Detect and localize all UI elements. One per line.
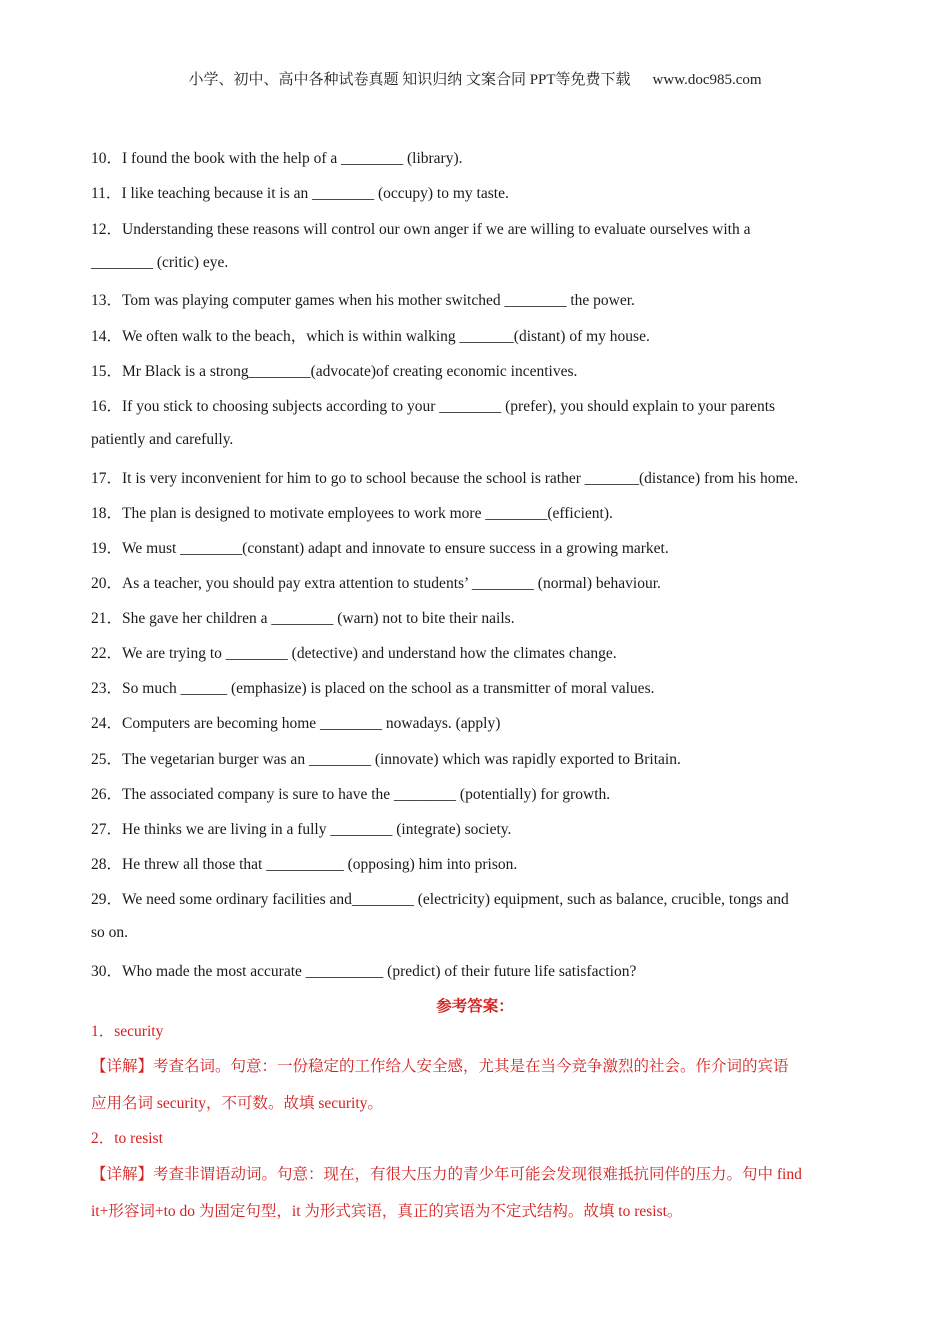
question-text: Who made the most accurate __________ (predict) of their future life satisfaction? [122, 963, 637, 980]
question-text: He thinks we are living in a fully ________ (integrate) society. [122, 821, 512, 838]
question-12 [91, 217, 866, 239]
question-text: Computers are becoming home ________ nowadays. (apply) [122, 715, 501, 732]
question-13 [91, 288, 866, 310]
question-17 [91, 466, 866, 488]
answer-1: 1．security [91, 1023, 164, 1040]
answer-2-detail-line2: it+形容词+to do 为固定句型，it 为形式宾语，真正的宾语为不定式结构。故填 to resist。 [91, 1203, 683, 1220]
question-number: 24． [91, 715, 123, 732]
answer-2: 2．to resist [91, 1130, 163, 1147]
question-16-continued: patiently and carefully. [91, 431, 234, 448]
question-number: 30． [91, 963, 123, 980]
question-text: We often walk to the beach，which is within walking _______(distant) of my house. [122, 328, 650, 345]
question-number: 26． [91, 786, 123, 803]
answer-1-detail-line2: 应用名词 security，不可数。故填 security。 [91, 1095, 383, 1112]
question-14 [91, 324, 866, 346]
question-text: I found the book with the help of a ________ (library). [122, 150, 463, 167]
question-21 [91, 606, 866, 628]
question-text: Mr Black is a strong________(advocate)of creating economic incentives. [122, 363, 578, 380]
question-number: 19． [91, 540, 123, 557]
question-text: The vegetarian burger was an ________ (innovate) which was rapidly exported to Britain. [122, 751, 681, 768]
question-29-continued: so on. [91, 924, 129, 941]
header-url[interactable]: www.doc985.com [652, 72, 762, 88]
question-text: So much ______ (emphasize) is placed on the school as a transmitter of moral values. [122, 680, 655, 697]
question-number: 29． [91, 891, 123, 908]
page-header [0, 68, 950, 89]
question-number: 10． [91, 150, 123, 167]
question-number: 15． [91, 363, 123, 380]
question-10 [91, 146, 866, 168]
question-text: We are trying to ________ (detective) and understand how the climates change. [122, 645, 617, 662]
question-text: She gave her children a ________ (warn) not to bite their nails. [122, 610, 515, 627]
question-text: We must ________(constant) adapt and innovate to ensure success in a growing market. [122, 540, 669, 557]
question-text: I like teaching because it is an ________ (occupy) to my taste. [121, 185, 509, 202]
answer-2-detail-line1: 【详解】考查非谓语动词。句意：现在，有很大压力的青少年可能会发现很难抵抗同伴的压力。句中 find [91, 1166, 802, 1183]
question-text: Understanding these reasons will control our own anger if we are willing to evaluate ourselves with a [122, 221, 751, 238]
question-29 [91, 887, 866, 909]
question-text: As a teacher, you should pay extra attention to students’ ________ (normal) behaviour. [122, 575, 661, 592]
question-number: 21． [91, 610, 123, 627]
answer-1-detail-line1: 【详解】考查名词。句意：一份稳定的工作给人安全感，尤其是在当今竞争激烈的社会。作介词的宾语 [91, 1058, 789, 1075]
question-number: 12． [91, 221, 123, 238]
question-text: Tom was playing computer games when his mother switched ________ the power. [122, 292, 635, 309]
answers-title: 参考答案： [436, 998, 514, 1015]
question-30 [91, 959, 866, 981]
question-28 [91, 852, 866, 874]
question-15 [91, 359, 866, 381]
question-text: We need some ordinary facilities and________ (electricity) equipment, such as balance, crucible, tongs and [122, 891, 789, 908]
question-number: 11． [91, 185, 122, 202]
question-number: 13． [91, 292, 123, 309]
question-text: The associated company is sure to have the ________ (potentially) for growth. [122, 786, 611, 803]
question-25 [91, 747, 866, 769]
question-number: 16． [91, 398, 123, 415]
question-number: 23． [91, 680, 123, 697]
question-18 [91, 501, 866, 523]
question-text: It is very inconvenient for him to go to school because the school is rather _______(distance) from his home. [122, 470, 799, 487]
question-number: 18． [91, 505, 123, 522]
header-text: 小学、初中、高中各种试卷真题 知识归纳 文案合同 PPT等免费下载 [188, 72, 631, 88]
question-text: The plan is designed to motivate employees to work more ________(efficient). [122, 505, 613, 522]
question-number: 14． [91, 328, 123, 345]
question-number: 17． [91, 470, 123, 487]
question-26 [91, 782, 866, 804]
question-number: 25． [91, 751, 123, 768]
question-22 [91, 641, 866, 663]
question-19 [91, 536, 866, 558]
question-number: 28． [91, 856, 123, 873]
question-11 [91, 181, 866, 203]
question-24 [91, 711, 866, 733]
question-text: If you stick to choosing subjects according to your ________ (prefer), you should explain to your parents [122, 398, 776, 415]
question-20 [91, 571, 866, 593]
question-text: He threw all those that __________ (opposing) him into prison. [122, 856, 518, 873]
question-12-continued: ________ (critic) eye. [91, 254, 229, 271]
question-number: 20． [91, 575, 123, 592]
question-number: 27． [91, 821, 123, 838]
question-27 [91, 817, 866, 839]
question-number: 22． [91, 645, 123, 662]
question-23 [91, 676, 866, 698]
question-16 [91, 394, 866, 416]
